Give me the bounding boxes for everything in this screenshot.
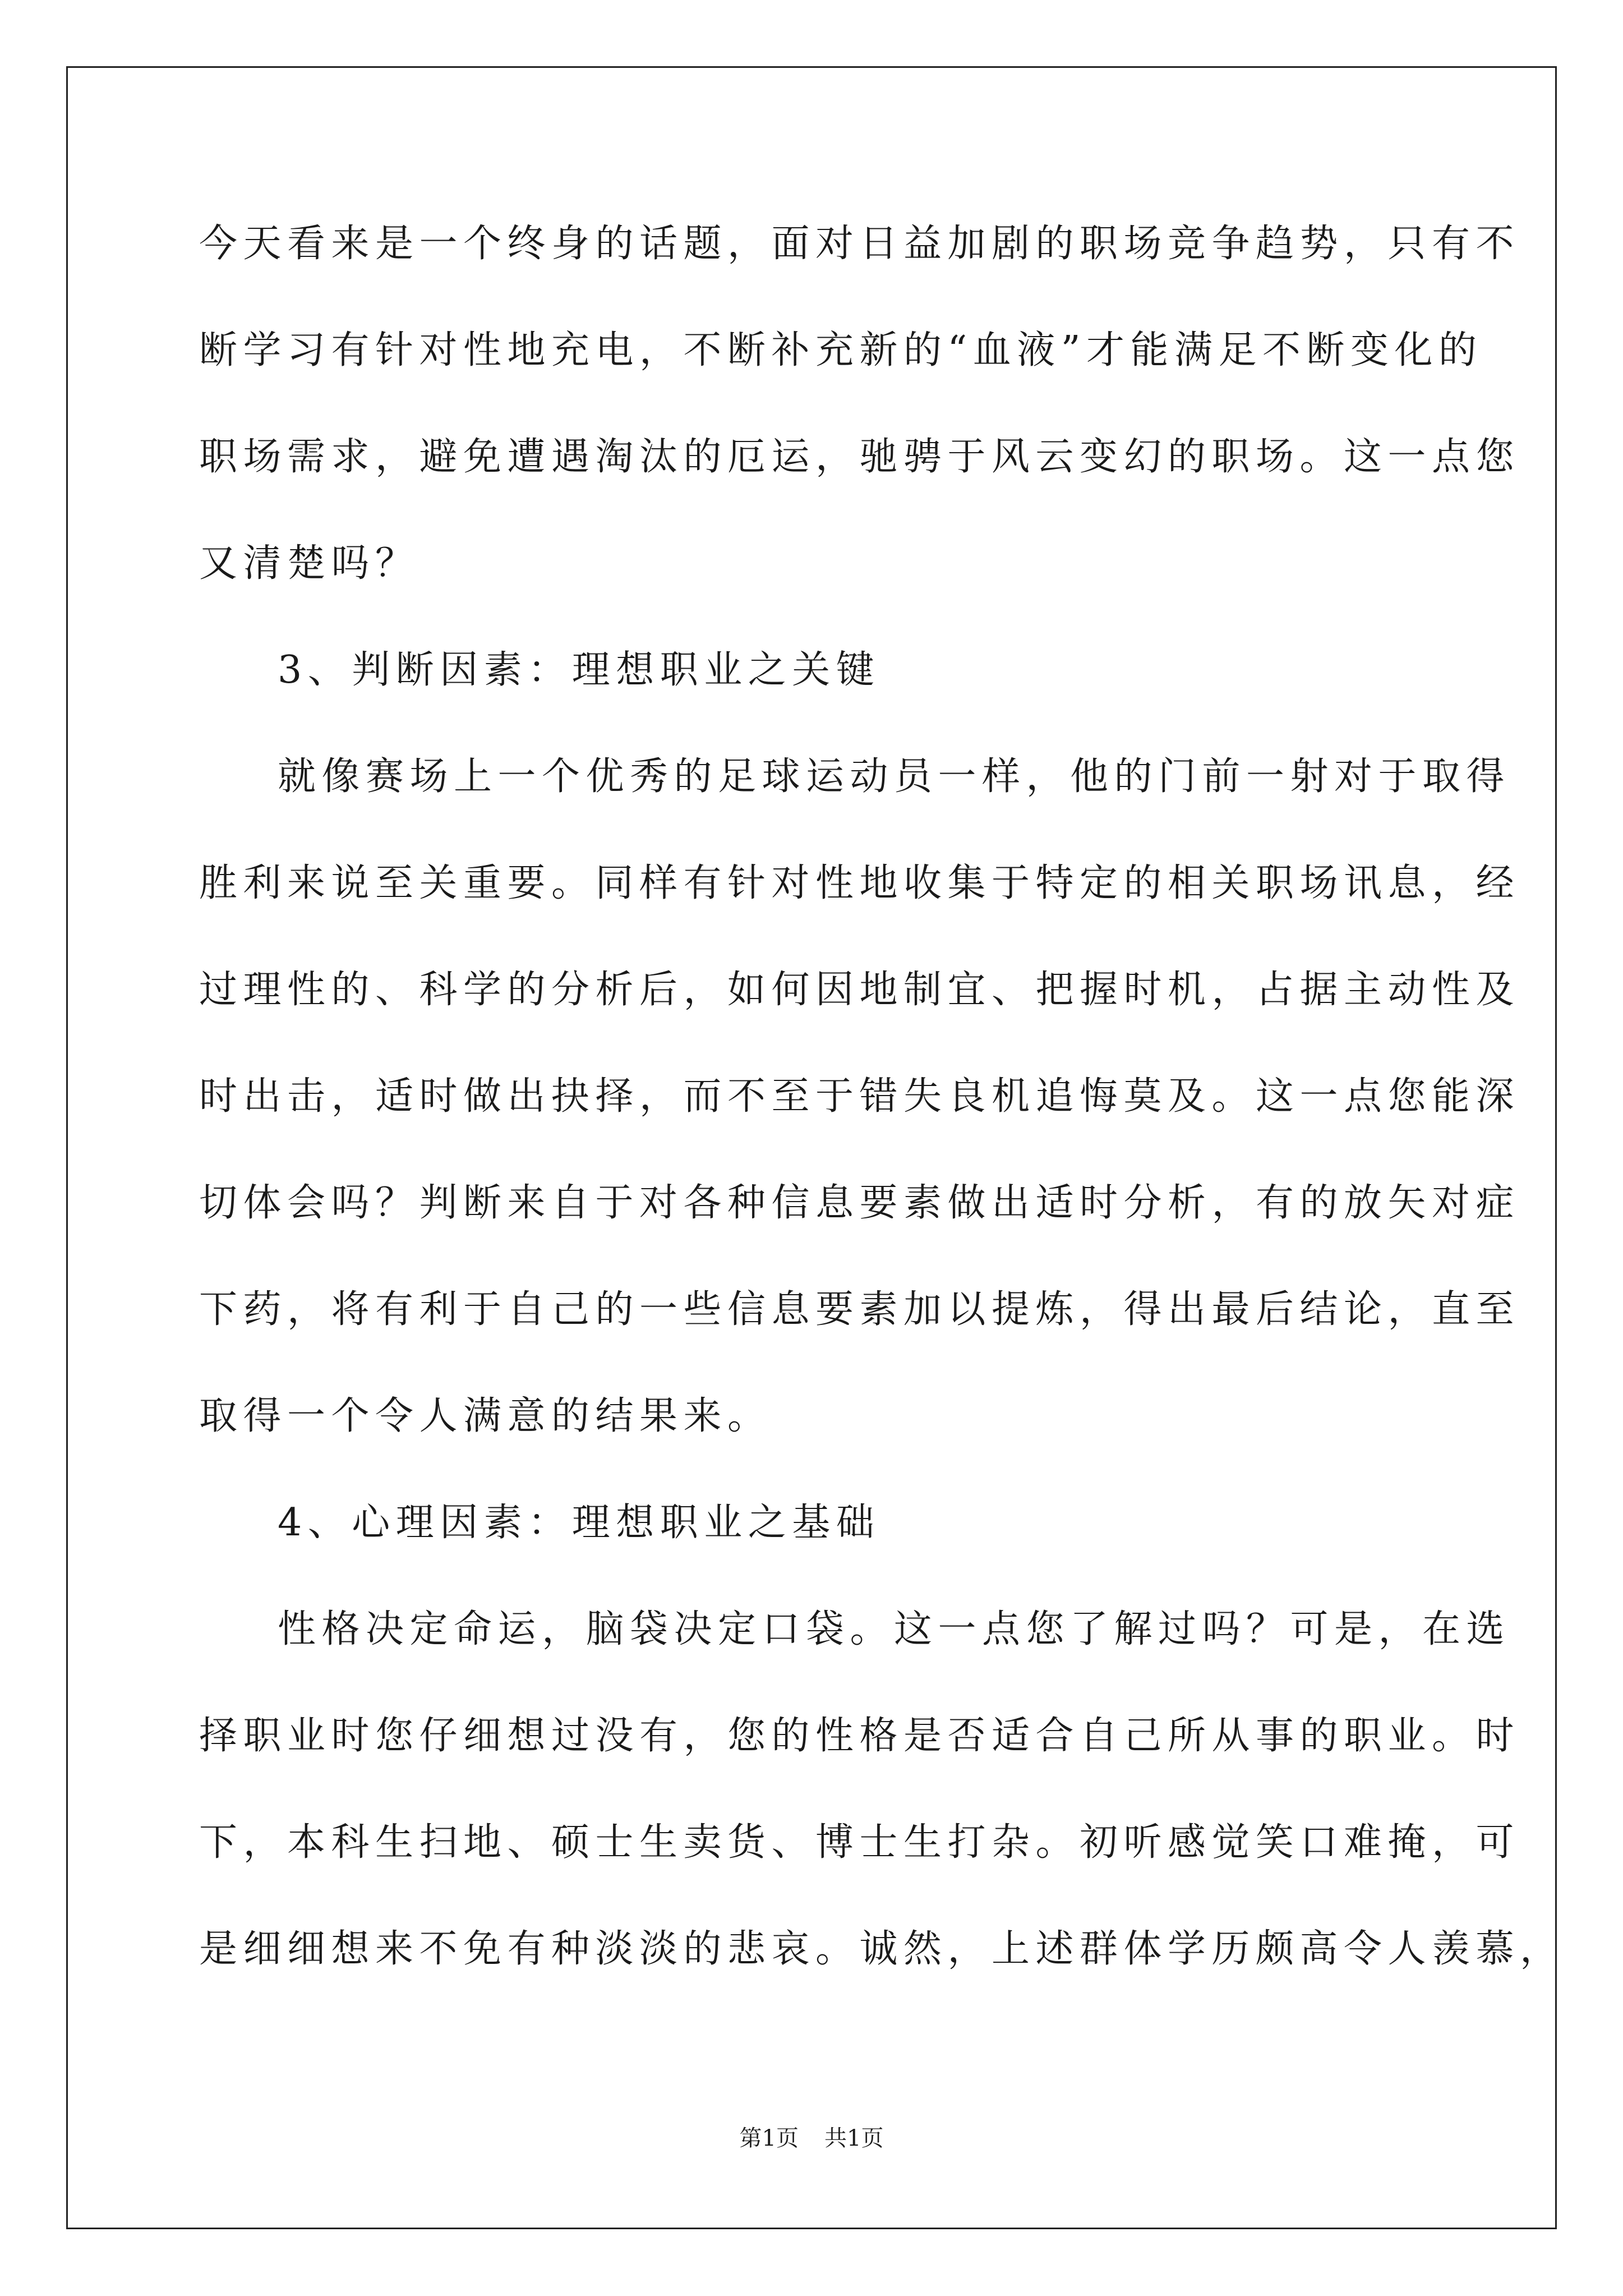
text-line: 断学习有针对性地充电，不断补充新的“血液”才能满足不断变化的	[199, 328, 1483, 372]
paragraph-start: 性格决定命运，脑袋决定口袋。这一点您了解过吗？可是，在选	[278, 1607, 1511, 1651]
text-line: 今天看来是一个终身的话题，面对日益加剧的职场竞争趋势，只有不	[199, 222, 1520, 266]
section-heading-4: 4、心理因素：理想职业之基础	[278, 1501, 880, 1545]
text-line: 切体会吗？判断来自于对各种信息要素做出适时分析，有的放矢对症	[199, 1181, 1520, 1225]
document-body	[199, 213, 1564, 2025]
text-line: 职场需求，避免遭遇淘汰的厄运，驰骋于风云变幻的职场。这一点您	[199, 435, 1520, 479]
text-line: 过理性的、科学的分析后，如何因地制宜、把握时机，占据主动性及	[199, 968, 1520, 1012]
text-line: 下药，将有利于自己的一些信息要素加以提炼，得出最后结论，直至	[199, 1287, 1520, 1332]
page-total: 共1页	[824, 2125, 884, 2151]
text-line: 是细细想来不免有种淡淡的悲哀。诚然，上述群体学历颇高令人羡慕，	[199, 1927, 1564, 1971]
page-footer	[0, 2122, 1623, 2155]
text-line: 取得一个令人满意的结果来。	[199, 1394, 772, 1438]
page-number: 第1页	[739, 2125, 799, 2151]
paragraph-start: 就像赛场上一个优秀的足球运动员一样，他的门前一射对于取得	[278, 754, 1511, 799]
section-heading-3: 3、判断因素：理想职业之关键	[278, 648, 880, 692]
text-line: 择职业时您仔细想过没有，您的性格是否适合自己所从事的职业。时	[199, 1714, 1520, 1758]
text-line: 下，本科生扫地、硕士生卖货、博士生打杂。初听感觉笑口难掩，可	[199, 1820, 1520, 1865]
text-line: 又清楚吗？	[199, 541, 419, 586]
text-line: 时出击，适时做出抉择，而不至于错失良机追悔莫及。这一点您能深	[199, 1074, 1520, 1119]
text-line: 胜利来说至关重要。同样有针对性地收集于特定的相关职场讯息，经	[199, 861, 1520, 905]
